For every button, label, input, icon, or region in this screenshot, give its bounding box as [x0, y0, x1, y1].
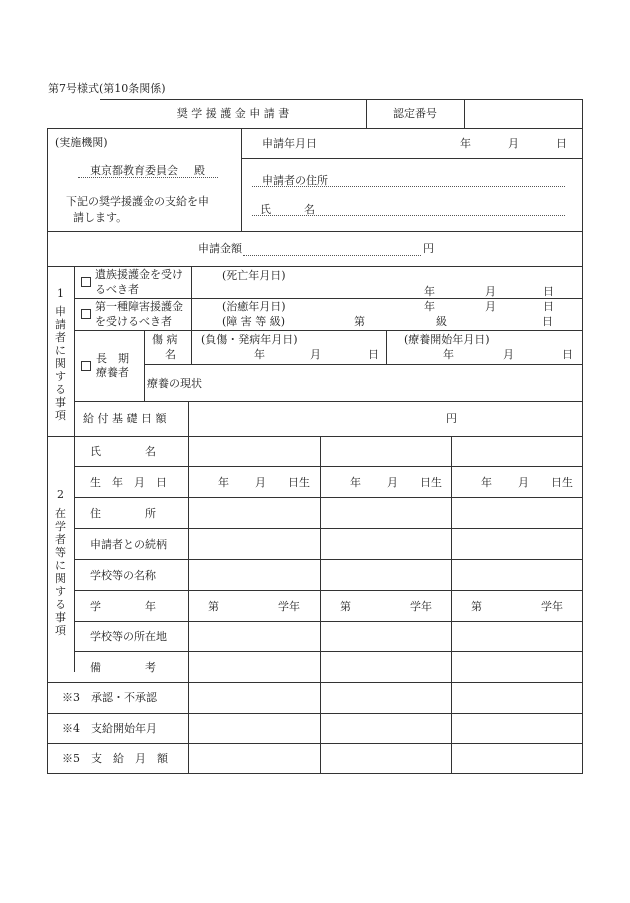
relationship-label: 申請者との続柄 [90, 538, 167, 551]
student-address-label: 住 所 [90, 507, 156, 520]
grade-suffix-label: 学年 [278, 600, 300, 613]
relationship-field-1[interactable] [190, 530, 318, 557]
addressee: 東京都教育委員会 [90, 164, 178, 177]
onset-date-field[interactable] [196, 346, 381, 362]
bereaved-label-1: 遺族援護金を受け [95, 268, 183, 281]
student-name-label: 氏 名 [90, 445, 156, 458]
day-label: 日 [562, 348, 573, 361]
birth-date-field-2[interactable] [322, 468, 449, 495]
bereaved-checkbox[interactable] [81, 277, 91, 287]
school-name-field-1[interactable] [190, 561, 318, 588]
base-pay-unit: 円 [446, 412, 457, 425]
month-label: 月 [485, 300, 496, 313]
disability-label-1: 第一種障害援護金 [95, 300, 183, 313]
school-location-field-2[interactable] [322, 623, 449, 649]
section-1-number: 1 [57, 287, 64, 300]
requested-amount-field[interactable] [246, 238, 420, 255]
year-label: 年 [460, 137, 471, 150]
school-year-label: 学 年 [90, 600, 156, 613]
disability-label-2: を受けるべき者 [95, 315, 172, 328]
day-label: 日 [368, 348, 379, 361]
treatment-status-field[interactable] [210, 366, 578, 399]
bereaved-label-2: るべき者 [95, 283, 139, 296]
birth-date-field-3[interactable] [453, 468, 580, 495]
day-label: 日 [542, 315, 553, 328]
school-name-field-3[interactable] [453, 561, 580, 588]
death-date-field[interactable] [330, 283, 575, 297]
cert-number-field[interactable] [465, 100, 582, 127]
school-year-field-3[interactable] [453, 592, 580, 619]
birth-month-label: 月 [387, 476, 398, 489]
relationship-field-2[interactable] [322, 530, 449, 557]
birth-year-label: 年 [481, 476, 492, 489]
approval-field[interactable] [190, 684, 580, 710]
school-name-field-2[interactable] [322, 561, 449, 588]
payment-start-label: ※4 支給開始年月 [62, 722, 157, 735]
school-location-label: 学校等の所在地 [90, 630, 167, 643]
relationship-field-3[interactable] [453, 530, 580, 557]
year-label: 年 [254, 348, 265, 361]
birth-month-label: 月 [255, 476, 266, 489]
injury-name-label-2: 名 [165, 348, 176, 361]
honorific: 殿 [194, 164, 205, 177]
grade-prefix-label: 第 [471, 600, 482, 613]
remarks-label: 備 考 [90, 661, 156, 674]
longterm-label-1: 長 期 [96, 352, 129, 365]
base-pay-field[interactable] [192, 404, 442, 433]
student-address-field-1[interactable] [190, 499, 318, 526]
grade-prefix: 第 [354, 315, 365, 328]
month-label: 月 [485, 285, 496, 298]
approval-label: ※3 承認・不承認 [62, 691, 157, 704]
birth-date-field-1[interactable] [190, 468, 318, 495]
treatment-status-label: 療養の現状 [147, 377, 202, 390]
agency-label: (実施機関) [55, 136, 108, 149]
school-year-field-2[interactable] [322, 592, 449, 619]
longterm-label-2: 療養者 [96, 366, 129, 379]
applicant-name-label: 氏 名 [260, 203, 315, 216]
requested-amount-label: 申請金額 [198, 242, 242, 255]
section-2-title: 在学者等に関する事項 [55, 507, 66, 637]
treatment-start-field[interactable] [390, 346, 578, 362]
death-date-label: (死亡年月日) [222, 269, 286, 282]
day-label: 日 [543, 285, 554, 298]
student-name-field-2[interactable] [322, 438, 449, 464]
applicant-name-field[interactable] [340, 197, 565, 215]
student-address-field-3[interactable] [453, 499, 580, 526]
grade-prefix-label: 第 [340, 600, 351, 613]
day-label: 日 [556, 137, 567, 150]
form-title: 奨 学 援 護 金 申 請 書 [176, 107, 290, 120]
grade-suffix-label: 学年 [541, 600, 563, 613]
request-line-2: 請します。 [73, 211, 128, 224]
student-name-field-3[interactable] [453, 438, 580, 464]
year-label: 年 [424, 285, 435, 298]
remarks-field-2[interactable] [322, 653, 449, 680]
payment-start-field[interactable] [190, 715, 580, 741]
cert-number-label: 認定番号 [393, 107, 437, 120]
remarks-field-1[interactable] [190, 653, 318, 680]
school-name-label: 学校等の名称 [90, 569, 156, 582]
application-date-field[interactable] [330, 133, 570, 153]
treatment-start-label: (療養開始年月日) [404, 333, 490, 346]
longterm-checkbox[interactable] [81, 361, 91, 371]
form-number: 第7号様式(第10条関係) [48, 82, 166, 95]
day-label: 日 [543, 300, 554, 313]
applicant-address-field[interactable] [340, 168, 565, 186]
month-label: 月 [310, 348, 321, 361]
onset-date-label: (負傷・発病年月日) [201, 333, 298, 346]
school-year-field-1[interactable] [190, 592, 318, 619]
birth-date-label: 生 年 月 日 [90, 476, 167, 489]
year-label: 年 [424, 300, 435, 313]
application-date-label: 申請年月日 [262, 137, 317, 150]
birth-month-label: 月 [518, 476, 529, 489]
monthly-amount-field[interactable] [190, 745, 580, 771]
school-location-field-1[interactable] [190, 623, 318, 649]
monthly-amount-label: ※5 支 給 月 額 [62, 752, 168, 765]
student-address-field-2[interactable] [322, 499, 449, 526]
grade-suffix-label: 学年 [410, 600, 432, 613]
month-label: 月 [503, 348, 514, 361]
school-location-field-3[interactable] [453, 623, 580, 649]
birth-day-label: 日生 [420, 476, 442, 489]
request-line-1: 下記の奨学援護金の支給を申 [66, 195, 209, 208]
grade-prefix-label: 第 [208, 600, 219, 613]
base-pay-label: 給 付 基 礎 日 額 [83, 412, 167, 425]
section-2-number: 2 [57, 488, 64, 501]
birth-year-label: 年 [350, 476, 361, 489]
birth-day-label: 日生 [551, 476, 573, 489]
injury-name-label-1: 傷 病 [152, 333, 178, 346]
cure-date-label: (治癒年月日) [222, 300, 286, 313]
yen-unit: 円 [423, 242, 434, 255]
section-1-title: 申請者に関する事項 [55, 305, 66, 422]
month-label: 月 [508, 137, 519, 150]
student-name-field-1[interactable] [190, 438, 318, 464]
year-label: 年 [443, 348, 454, 361]
birth-year-label: 年 [218, 476, 229, 489]
disability-date-grade-field[interactable] [330, 298, 575, 328]
disability-checkbox[interactable] [81, 309, 91, 319]
birth-day-label: 日生 [288, 476, 310, 489]
grade-suffix: 級 [436, 315, 447, 328]
remarks-field-3[interactable] [453, 653, 580, 680]
applicant-address-label: 申請者の住所 [262, 174, 328, 187]
disability-grade-label: (障 害 等 級) [222, 315, 286, 328]
